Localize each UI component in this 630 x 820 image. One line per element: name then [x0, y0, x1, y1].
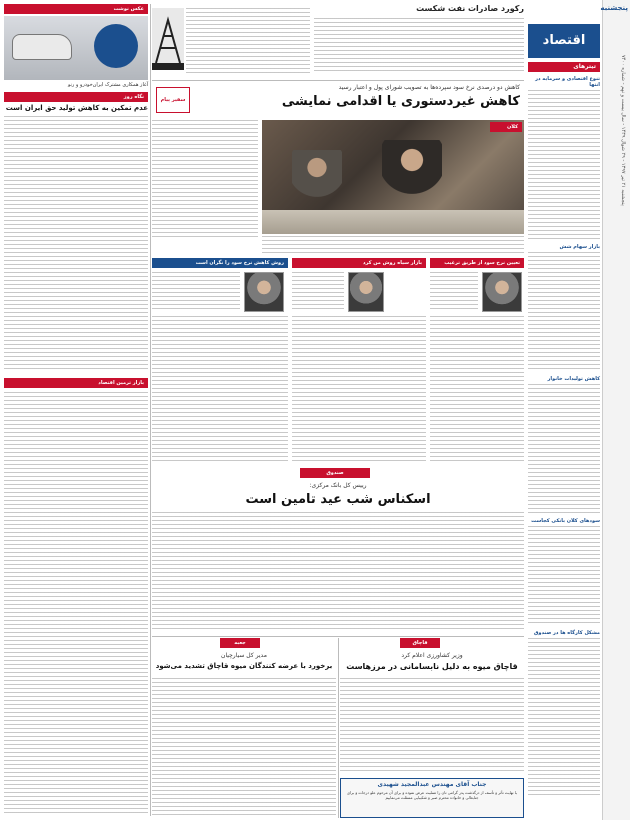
lead-head: [152, 80, 524, 116]
ad-body: با نهایت تأثر و تأسف از درگذشت پدر گرامی تان را تسلیت عرض نموده و برای آن مرحوم علو درجات و برای جنابعالی و خانواده محترم صبر و شکیبایی مسئلت می‌نماییم: [346, 790, 518, 800]
oil-article: [152, 4, 524, 76]
lead-title: کاهش غیردستوری یا اقدامی نمایشی: [281, 94, 520, 109]
middle-bar: [300, 468, 370, 478]
news-item-body: [528, 638, 600, 798]
news-item-body: [528, 90, 600, 240]
list-body: [4, 392, 148, 816]
news-item-head: بازار سهام شش: [559, 244, 600, 250]
lead-body-a: [152, 120, 258, 238]
lead-caption: [262, 236, 524, 254]
sub-column-body-2: [292, 316, 426, 462]
sub-column-intro-2: [292, 272, 344, 312]
nagah-bar: [4, 92, 148, 102]
columnist-photo-3: [244, 272, 284, 312]
middle-bar-label: صندوق: [326, 470, 344, 476]
column-divider: [338, 638, 339, 818]
news-column: [528, 62, 600, 818]
photo-bar-label: عکس نوشت: [113, 6, 144, 12]
columnist-photo-1: [482, 272, 522, 312]
bottom-right-body: [340, 678, 524, 774]
bottom-left-bar-label: جعبه: [234, 640, 246, 646]
sub-column-bar-label: بازار سیاه روش من کرد: [362, 260, 422, 266]
lead-badge-label: کلان: [507, 124, 518, 130]
section-title: اقتصاد: [528, 24, 600, 58]
sub-column-body-1: [430, 316, 524, 462]
lead-photo: [262, 120, 524, 234]
list-bar-label: بازار ترمین اقتصاد: [98, 380, 144, 386]
news-item-body: [528, 384, 600, 514]
condolence-ad: [340, 778, 524, 818]
brand-strip: [602, 0, 630, 820]
row-divider: [152, 636, 524, 637]
oil-body-2: [186, 8, 310, 74]
ad-title: جناب آقای مهندس عبدالمجید شهیدی: [377, 781, 487, 788]
lead-badge: [490, 122, 522, 132]
news-column-title: تیترهای: [573, 63, 596, 70]
photo-bar: [4, 4, 148, 14]
sub-column-bar-label: روش کاهش نرخ سود را نگران است: [195, 260, 284, 266]
newspaper-logo: پنجشنبه: [600, 4, 628, 12]
news-item-body: [528, 252, 600, 372]
news-column-bar: [528, 62, 600, 72]
sub-column-bar-1: [430, 258, 524, 268]
nagah-bar-label: نگاه روز: [123, 94, 144, 100]
news-item-body: [528, 526, 600, 626]
lead-kicker: کاهش دو درصدی نرخ سود سپرده‌ها به تصویب شورای پول و اعتبار رسید: [338, 84, 520, 91]
car-photo: [4, 16, 148, 80]
middle-title: اسکناس شب عید تامین است: [245, 492, 431, 507]
photo-caption: آغاز همکاری مشترک ایران‌خودرو و رنو: [67, 82, 148, 88]
news-item-head: تنوع اقتصادی و سرمایه در انتها: [535, 76, 600, 88]
bottom-right-bar: [400, 638, 440, 648]
bottom-right-bar-label: قاچاق: [412, 640, 428, 646]
bottom-left-kicker: مدیر کل سیارچیان: [221, 652, 267, 659]
news-item-head: سودهای کلان بانکی کجاست: [531, 518, 600, 524]
bottom-left-bar: [220, 638, 260, 648]
sub-column-intro-3: [152, 272, 240, 312]
sub-column-intro-1: [430, 272, 478, 312]
news-item-head: مشکل کارگاه ها در صندوق: [533, 630, 600, 636]
sub-column-body-3: [152, 316, 288, 462]
columnist-photo-2: [348, 272, 384, 312]
news-item-head: کاهش تولیدات خانوار: [547, 376, 600, 382]
column-divider: [150, 4, 151, 816]
nagah-body: [4, 116, 148, 372]
bottom-left-body: [152, 678, 336, 816]
bottom-right-kicker: وزیر کشاورزی اعلام کرد: [401, 652, 463, 659]
sub-column-bar-label: تعیین نرخ سود از طریق ترغیب: [444, 260, 520, 266]
date-line: پنجشنبه ۲۱ تیر ۱۳۹۷ - ۲۹ شوال ۱۴۳۹ - سال بیست و نهم - شماره ۷۴۰۰: [620, 55, 626, 206]
sub-column-bar-2: [292, 258, 426, 268]
bottom-left-title: برخورد با عرضه کنندگان میوه قاچاق تشدید می‌شود: [155, 662, 333, 670]
bottom-right-title: قاچاق میوه به دلیل نابسامانی در مرزهاست: [346, 662, 518, 671]
list-bar: [4, 378, 148, 388]
sub-column-bar-3: [152, 258, 288, 268]
middle-kicker: رییس کل بانک مرکزی:: [309, 482, 367, 489]
nagah-title: عدم تمکین به کاهش تولید حق ایران است: [5, 104, 148, 112]
oil-pump-icon: [152, 8, 184, 70]
oil-body: [314, 18, 524, 74]
oil-title: رکورد صادرات نفت شکست: [416, 4, 524, 13]
stamp-badge: سفیر پیام: [156, 87, 190, 113]
middle-body: [152, 512, 524, 632]
